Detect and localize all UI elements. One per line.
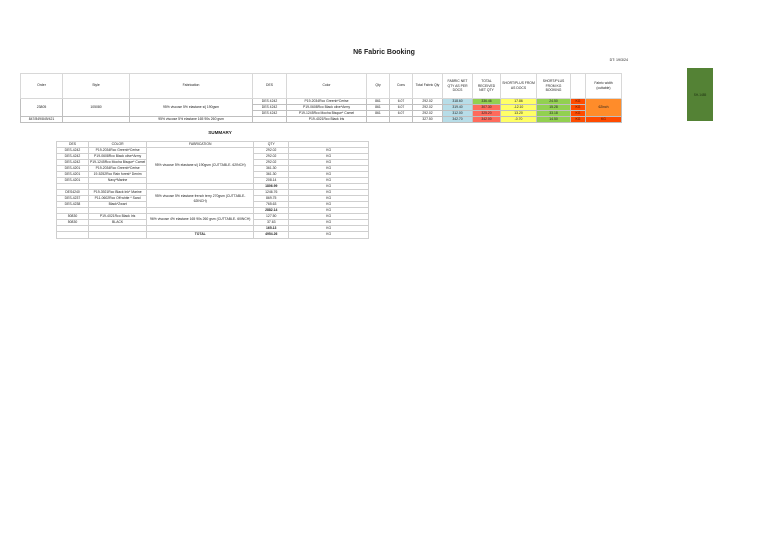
color-cell: 19-5252Rco Rain forest* Denim [89, 172, 147, 178]
unit-cell: KG [289, 184, 369, 190]
color-cell: P19-3921Rco Black Ink* Marine [89, 190, 147, 196]
short-kg-cell: 24.50 [537, 99, 571, 105]
unit-cell: KG [571, 105, 586, 111]
summary-table [56, 141, 369, 239]
des-cell: 50830 [57, 214, 89, 220]
col-net-qty: FABRIC NET QTY AS PER DOCS [443, 74, 473, 99]
col-order: Order [21, 74, 63, 99]
unit-cell: KG [289, 202, 369, 208]
received-cell: 307.30 [473, 105, 501, 111]
net-cell: 342.70 [443, 117, 473, 123]
fabrication-cell: 95% viscose 5% elastane s/j 190gsm [130, 99, 253, 117]
total-qty: 4954.26 [254, 232, 289, 239]
col-color: Color [287, 74, 367, 99]
des-cell: DES-4242 [57, 160, 89, 166]
col-unit [571, 74, 586, 99]
col-short-kg: SHORT/PLUS FROM KG BOOKING [537, 74, 571, 99]
qty-cell: 208.14 [254, 178, 289, 184]
unit-cell: KG [571, 111, 586, 117]
subtotal-cell: 2882.14 [254, 208, 289, 214]
qty-cell: 127.50 [254, 214, 289, 220]
cons-cell: 6.07 [390, 111, 413, 117]
unit-cell: KG [571, 117, 586, 123]
received-cell: 342.00 [473, 117, 501, 123]
des-cell: DES-4201 [57, 166, 89, 172]
subtotal-cell: 165.13 [254, 226, 289, 232]
color-cell: P19-2034Rco Greenb*Cerise [89, 166, 147, 172]
style-cell: 105080 [63, 99, 130, 117]
fabrication-cell: 95% viscose 5% elastane s/j 190gsm (CUTTABLE- 62INCH) [147, 148, 254, 184]
col-style: Style [63, 74, 130, 99]
short-kg-cell: 15.28 [537, 105, 571, 111]
total-cell: 327.50 [413, 117, 443, 123]
color-cell: P19-0608Rco Black olive*Army [287, 105, 367, 111]
unit-cell: KG [571, 99, 586, 105]
qty-cell: 292.02 [254, 160, 289, 166]
qty-cell: 292.02 [254, 154, 289, 160]
received-cell: 336.46 [473, 99, 501, 105]
cons-cell: 6.07 [390, 105, 413, 111]
net-cell: 318.60 [443, 99, 473, 105]
col-qty: Qty [367, 74, 390, 99]
qty-cell: 861 [367, 111, 390, 117]
unit-cell: KG [289, 208, 369, 214]
des-cell: DES 4242 [253, 105, 287, 111]
net-cell: 319.40 [443, 105, 473, 111]
color-cell: P19-2034Rco Greenb*Cerise [89, 148, 147, 154]
order-cell: 23805 [21, 99, 63, 117]
short-cell: 17.86 [501, 99, 537, 105]
order-cell: 847/849/849/421 [21, 117, 63, 123]
qty-cell: 361.30 [254, 172, 289, 178]
color-cell: P11-0602Rco Off white * Sand [89, 196, 147, 202]
cons-cell [390, 117, 413, 123]
des-cell: DES 4242 [253, 111, 287, 117]
des-cell: DES-4201 [57, 172, 89, 178]
date-label: DT: 19/3/24 [609, 58, 628, 62]
des-cell: DES-4242 [57, 148, 89, 154]
des-cell [57, 232, 89, 239]
style-cell [63, 117, 130, 123]
col-des: DES [57, 142, 89, 148]
des-cell: DES4240 [57, 190, 89, 196]
qty-cell: 292.02 [254, 148, 289, 154]
qty-cell: 765.63 [254, 202, 289, 208]
short-kg-cell: 33.18 [537, 111, 571, 117]
subtotal-cell: 1806.99 [254, 184, 289, 190]
col-fabrication: FABRICATION [147, 142, 254, 148]
color-cell: P19-1245Rco Mocha Bisque* Camel [90, 159, 146, 164]
color-cell: P19-2034Rco Greenb*Cerise [287, 99, 367, 105]
qty-cell: 861 [367, 99, 390, 105]
des-cell: DES-4237 [57, 196, 89, 202]
des-cell: DES-4201 [57, 178, 89, 184]
unit-cell: KG [289, 190, 369, 196]
qty-cell: 869.75 [254, 196, 289, 202]
color-cell: Black*Zwart [89, 202, 147, 208]
page-title: N6 Fabric Booking [353, 49, 415, 56]
summary-title: SUMMARY [208, 130, 232, 135]
color-cell: P19-4021Rco Black Iris [287, 117, 367, 123]
qty-cell: 37.63 [254, 220, 289, 226]
total-cell: 292.02 [413, 99, 443, 105]
total-cell: 292.02 [413, 105, 443, 111]
fabrication-cell: 95% viscose 5% elastane french terry 270gsm (CUTTABLE- 62INCH) [147, 190, 254, 208]
color-cell: P19-0608Rco Black olive*Army [89, 154, 147, 160]
qty-cell: 1246.76 [254, 190, 289, 196]
des-cell: DES-4242 [57, 154, 89, 160]
color-cell: P19-1245Rco Mocha Bisque* Camel [287, 111, 367, 117]
fabrication-cell: 96% viscose 4% elastane 165 90s 260 gsm (CUTTABLE- 60INCH) [147, 214, 254, 226]
qty-cell [367, 117, 390, 123]
unit-cell: KG [289, 166, 369, 172]
unit-cell: KG [289, 220, 369, 226]
des-cell [253, 117, 287, 123]
unit-cell: KG [289, 214, 369, 220]
color-cell [89, 232, 147, 239]
unit-cell: KG [289, 160, 369, 166]
width-unit-cell: KG [586, 117, 622, 123]
qty-cell: 861 [367, 105, 390, 111]
fabric-booking-table [20, 73, 622, 123]
color-cell: BLACK [89, 220, 147, 226]
col-cons: Cons [390, 74, 413, 99]
unit-cell: KG [289, 172, 369, 178]
col-qty: QTY [254, 142, 289, 148]
total-cell: 292.02 [413, 111, 443, 117]
short-cell: 13.20 [501, 111, 537, 117]
cons-cell: 6.07 [390, 99, 413, 105]
unit-cell: KG [289, 148, 369, 154]
unit-cell: KG [289, 232, 369, 239]
color-cell: Navy*Marine [89, 178, 147, 184]
des-cell: DES 4242 [253, 99, 287, 105]
des-cell: 50830 [57, 220, 89, 226]
short-cell: -12.10 [501, 105, 537, 111]
net-cell: 312.00 [443, 111, 473, 117]
col-des: DES [253, 74, 287, 99]
col-received: TOTAL RECEIVED NET QTY [473, 74, 501, 99]
total-label: TOTAL [147, 232, 254, 239]
short-cell: -0.70 [501, 117, 537, 123]
col-short-docs: SHORT/PLUS FROM AS DOCS [501, 74, 537, 99]
col-color: COLOR [89, 142, 147, 148]
unit-cell: KG [289, 154, 369, 160]
col-total-fabric: Total Fabric Qty [413, 74, 443, 99]
qty-cell: 361.30 [254, 166, 289, 172]
short-kg-cell: 14.50 [537, 117, 571, 123]
color-cell: P19-4021Rco Black Iris [89, 214, 147, 220]
unit-cell: KG [289, 178, 369, 184]
width-cell: 62inch [586, 99, 622, 117]
unit-cell: KG [289, 196, 369, 202]
col-width: Fabric width (cuttable) [586, 74, 622, 99]
des-cell: DES-4238 [57, 202, 89, 208]
side-label: SH-1485 [687, 68, 713, 121]
col-fabrication: Fabrication [130, 74, 253, 99]
fabrication-cell: 95% viscose 5% elastane 165 90s 260 gsm [130, 117, 253, 123]
unit-cell: KG [289, 226, 369, 232]
received-cell: 325.20 [473, 111, 501, 117]
